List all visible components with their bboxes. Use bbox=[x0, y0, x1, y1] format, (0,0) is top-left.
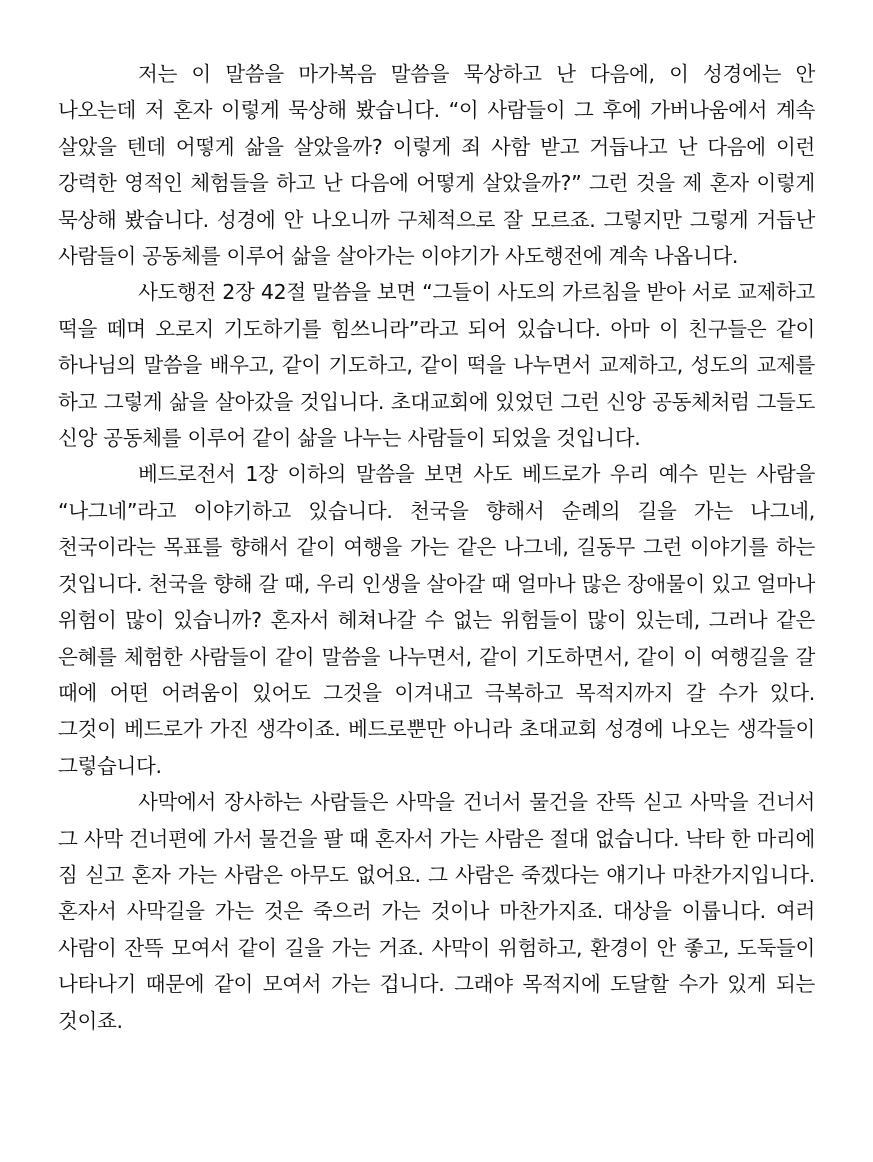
document-body bbox=[58, 56, 815, 1039]
paragraph-4: 사막에서 장사하는 사람들은 사막을 건너서 물건을 잔뜩 싣고 사막을 건너서 그 사막 건너편에 가서 물건을 팔 때 혼자서 가는 사람은 절대 없습니다. 낙타 한 마리에 짐 싣고 혼자 가는 사람은 아무도 없어요. 그 사람은 죽겠다는 얘기나 마찬가지입니다. 혼자서 사막길을 가는 것은 죽으러 가는 것이나 마찬가지죠. 대상을 이룹니다. 여러 사람이 잔뜩 모여서 같이 길을 가는 거죠. 사막이 위험하고, 환경이 안 좋고, 도둑들이 나타나기 때문에 같이 모여서 가는 겁니다. 그래야 목적지에 도달할 수가 있게 되는 것이죠. bbox=[58, 790, 815, 1033]
paragraph-1: 저는 이 말씀을 마가복음 말씀을 묵상하고 난 다음에, 이 성경에는 안 나오는데 저 혼자 이렇게 묵상해 봤습니다. “이 사람들이 그 후에 가버나움에서 계속 살았을 텐데 어떻게 삶을 살았을까? 이렇게 죄 사함 받고 거듭나고 난 다음에 이런 강력한 영적인 체험들을 하고 난 다음에 어떻게 살았을까?” 그런 것을 제 혼자 이렇게 묵상해 봤습니다. 성경에 안 나오니까 구체적으로 잘 모르죠. 그렇지만 그렇게 거듭난 사람들이 공동체를 이루어 삶을 살아가는 이야기가 사도행전에 계속 나옵니다. bbox=[58, 62, 815, 269]
paragraph-3: 베드로전서 1장 이하의 말씀을 보면 사도 베드로가 우리 예수 믿는 사람을 “나그네”라고 이야기하고 있습니다. 천국을 향해서 순례의 길을 가는 나그네, 천국이라는 목표를 향해서 같이 여행을 가는 같은 나그네, 길동무 그런 이야기를 하는 것입니다. 천국을 향해 갈 때, 우리 인생을 살아갈 때 얼마나 많은 장애물이 있고 얼마나 위험이 많이 있습니까? 혼자서 헤쳐나갈 수 없는 위험들이 많이 있는데, 그러나 같은 은혜를 체험한 사람들이 같이 말씀을 나누면서, 같이 기도하면서, 같이 이 여행길을 갈 때에 어떤 어려움이 있어도 그것을 이겨내고 극복하고 목적지까지 갈 수가 있다. 그것이 베드로가 가진 생각이죠. 베드로뿐만 아니라 초대교회 성경에 나오는 생각들이 그렇습니다. bbox=[58, 462, 815, 778]
paragraph-2: 사도행전 2장 42절 말씀을 보면 “그들이 사도의 가르침을 받아 서로 교제하고 떡을 떼며 오로지 기도하기를 힘쓰니라”라고 되어 있습니다. 아마 이 친구들은 같이 하나님의 말씀을 배우고, 같이 기도하고, 같이 떡을 나누면서 교제하고, 성도의 교제를 하고 그렇게 삶을 살아갔을 것입니다. 초대교회에 있었던 그런 신앙 공동체처럼 그들도 신앙 공동체를 이루어 같이 삶을 나누는 사람들이 되었을 것입니다. bbox=[58, 280, 815, 451]
